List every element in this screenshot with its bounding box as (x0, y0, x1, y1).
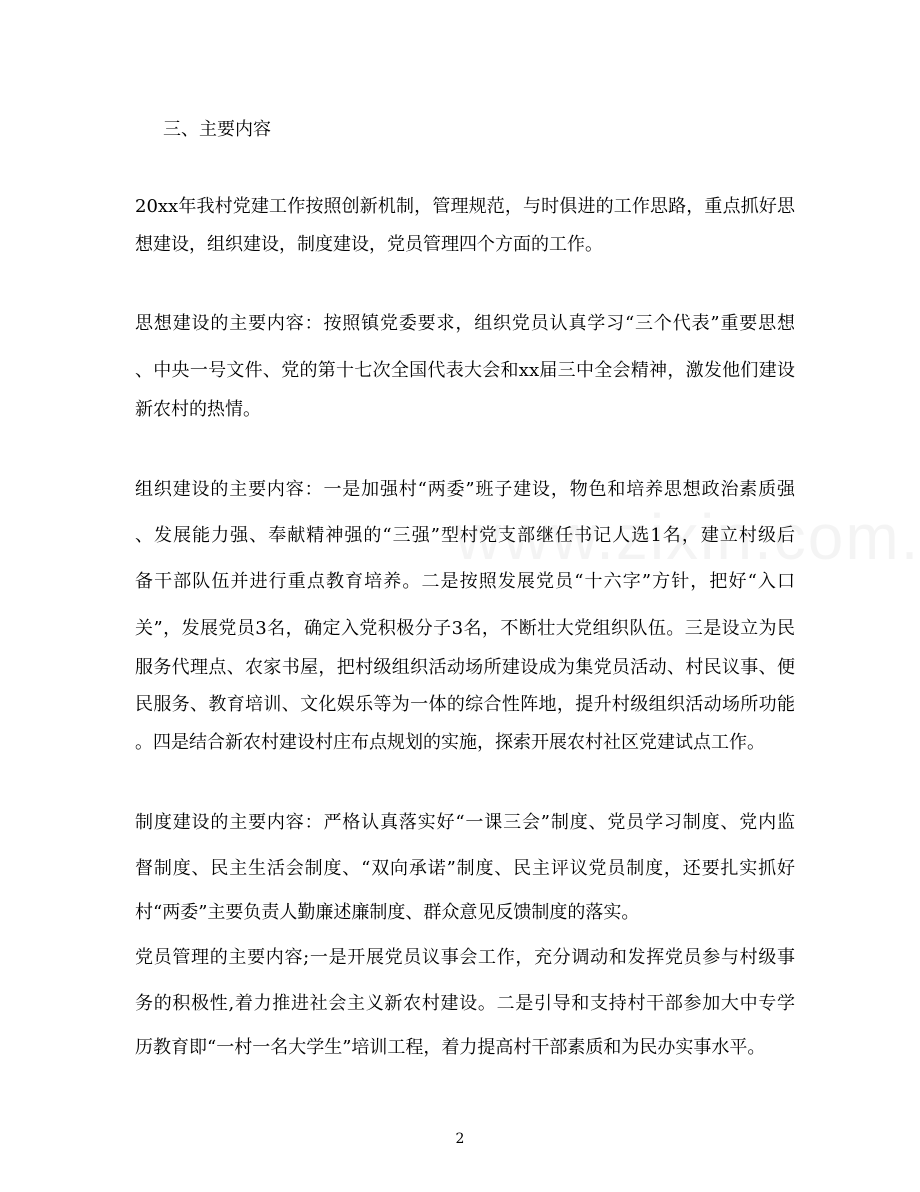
text-line: 历教育即“一村一名大学生”培训工程，着力提高村干部素质和为民办实事水平。 (135, 1037, 766, 1058)
text-line: 、发展能力强、奉献精神强的“三强”型村党支部继任书记人选1名，建立村级后 (135, 525, 795, 546)
text-line: 。四是结合新农村建设村庄布点规划的实施，探索开展农村社区党建试点工作。 (135, 732, 765, 753)
text-line: 组织建设的主要内容：一是加强村“两委”班子建设，物色和培养思想政治素质强 (135, 479, 795, 500)
text-line: 制度建设的主要内容：严格认真落实好“一课三会”制度、党员学习制度、党内监 (135, 812, 795, 833)
text-line: 备干部队伍并进行重点教育培养。二是按照发展党员“十六字”方针，把好“入口 (135, 571, 795, 592)
text-line: 想建设，组织建设，制度建设，党员管理四个方面的工作。 (135, 234, 603, 255)
text-line: 新农村的热情。 (135, 399, 261, 420)
text-line: 关”，发展党员3名，确定入党积极分子3名，不断壮大党组织队伍。三是设立为民 (135, 618, 795, 639)
text-line: 民服务、教育培训、文化娱乐等为一体的综合性阵地，提升村级组织活动场所功能 (135, 694, 795, 715)
section-heading: 三、主要内容 (163, 119, 271, 140)
text-line: 服务代理点、农家书屋，把村级组织活动场所建设成为集党员活动、村民议事、便 (135, 657, 795, 678)
text-line: 督制度、民主生活会制度、“双向承诺”制度、民主评议党员制度，还要扎实抓好 (135, 858, 795, 879)
text-line: 思想建设的主要内容：按照镇党委要求，组织党员认真学习“三个代表”重要思想 (135, 313, 795, 334)
text-line: 村“两委”主要负责人勤廉述廉制度、群众意见反馈制度的落实。 (135, 902, 640, 923)
text-line: 20xx年我村党建工作按照创新机制，管理规范，与时俱进的工作思路，重点抓好思 (135, 196, 795, 217)
text-line: 党员管理的主要内容;一是开展党员议事会工作，充分调动和发挥党员参与村级事 (135, 947, 795, 968)
text-line: 务的积极性,着力推进社会主义新农村建设。二是引导和支持村干部参加大中专学 (135, 993, 795, 1014)
text-line: 、中央一号文件、党的第十七次全国代表大会和xx届三中全会精神，激发他们建设 (135, 360, 795, 381)
page-number: 2 (455, 1131, 465, 1147)
